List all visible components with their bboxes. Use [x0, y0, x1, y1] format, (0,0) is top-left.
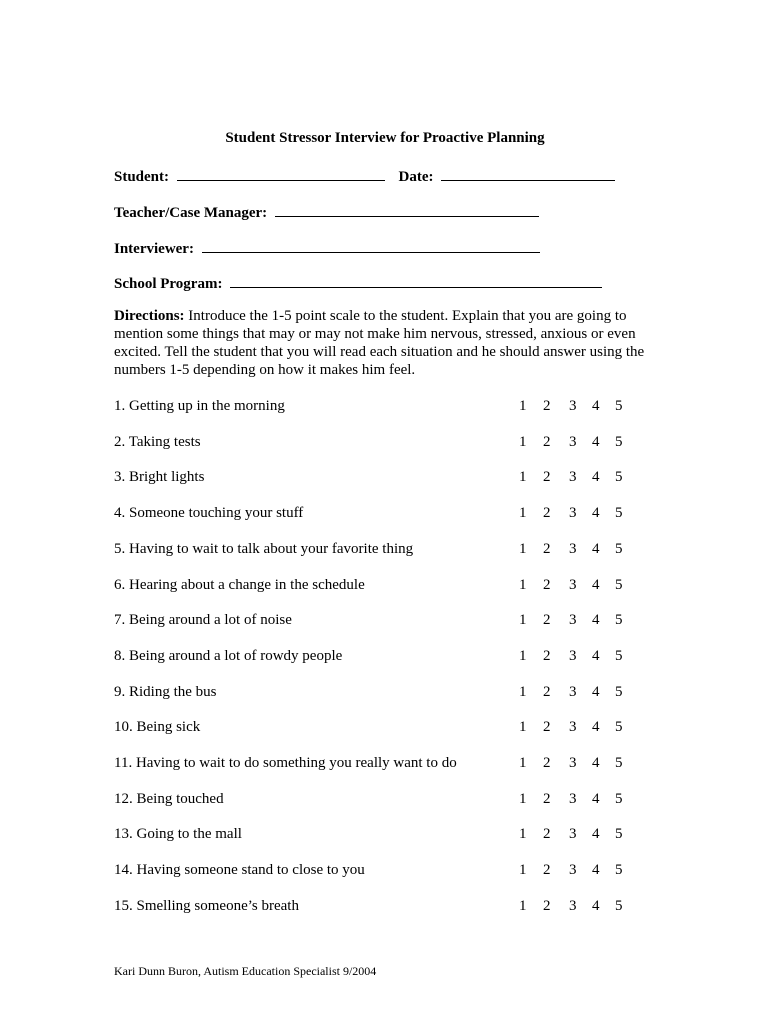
rating-option-2[interactable]: 2 — [543, 897, 551, 914]
rating-option-3[interactable]: 3 — [569, 862, 577, 879]
rating-option-5[interactable]: 5 — [615, 897, 623, 914]
rating-option-5[interactable]: 5 — [615, 862, 623, 879]
rating-option-2[interactable]: 2 — [543, 647, 551, 664]
rating-option-2[interactable]: 2 — [543, 719, 551, 736]
stressor-item — [114, 755, 634, 775]
rating-option-3[interactable]: 3 — [569, 576, 577, 593]
rating-option-4[interactable]: 4 — [592, 826, 600, 843]
rating-option-1[interactable]: 1 — [519, 897, 527, 914]
rating-option-1[interactable]: 1 — [519, 398, 527, 414]
stressor-item — [114, 577, 634, 597]
rating-option-3[interactable]: 3 — [569, 612, 577, 629]
stressor-item-label: 13. Going to the mall — [114, 826, 242, 843]
stressor-item — [114, 505, 634, 525]
rating-option-5[interactable]: 5 — [615, 540, 623, 557]
rating-option-2[interactable]: 2 — [543, 612, 551, 629]
stressor-item — [114, 398, 634, 418]
rating-option-2[interactable]: 2 — [543, 576, 551, 593]
rating-option-5[interactable]: 5 — [615, 683, 623, 700]
rating-option-1[interactable]: 1 — [519, 719, 527, 736]
stressor-item-label: 7. Being around a lot of noise — [114, 612, 292, 629]
rating-option-5[interactable]: 5 — [615, 612, 623, 629]
program-row — [114, 273, 602, 293]
rating-option-2[interactable]: 2 — [543, 862, 551, 879]
rating-option-3[interactable]: 3 — [569, 398, 577, 414]
rating-option-3[interactable]: 3 — [569, 826, 577, 843]
stressor-item — [114, 648, 634, 668]
rating-option-3[interactable]: 3 — [569, 683, 577, 700]
stressor-item — [114, 612, 634, 632]
rating-option-2[interactable]: 2 — [543, 826, 551, 843]
rating-option-1[interactable]: 1 — [519, 790, 527, 807]
stressor-item — [114, 684, 634, 704]
stressor-item-label: 11. Having to wait to do something you really want to do — [114, 755, 457, 771]
date-label: Date: — [398, 169, 434, 185]
stressor-item-label: 1. Getting up in the morning — [114, 398, 285, 414]
student-blank-line — [177, 166, 385, 181]
rating-option-4[interactable]: 4 — [592, 719, 600, 736]
rating-option-5[interactable]: 5 — [615, 647, 623, 664]
stressor-item-label: 5. Having to wait to talk about your favorite thing — [114, 540, 414, 557]
stressor-item — [114, 541, 634, 561]
rating-option-4[interactable]: 4 — [592, 897, 600, 914]
stressor-item-label: 2. Taking tests — [114, 433, 201, 450]
rating-option-4[interactable]: 4 — [592, 612, 600, 629]
interviewer-row — [114, 238, 540, 258]
rating-option-1[interactable]: 1 — [519, 576, 527, 593]
stressor-item — [114, 862, 634, 882]
directions-text: Introduce the 1-5 point scale to the student. Explain that you are going to mention some things that may or may not make him nervous, stressed, anxious or even excited. Tell the student that you will read each situation and he should answer using the numbers 1-5 depending on how it makes him feel. — [114, 308, 645, 378]
directions-label: Directions: — [114, 308, 185, 324]
rating-option-4[interactable]: 4 — [592, 647, 600, 664]
rating-option-5[interactable]: 5 — [615, 469, 623, 486]
rating-option-3[interactable]: 3 — [569, 755, 577, 771]
stressor-item — [114, 469, 634, 489]
teacher-blank-line — [275, 202, 539, 217]
teacher-row — [114, 202, 539, 222]
rating-option-2[interactable]: 2 — [543, 755, 551, 771]
rating-option-2[interactable]: 2 — [543, 398, 551, 414]
rating-option-3[interactable]: 3 — [569, 469, 577, 486]
directions-paragraph — [114, 307, 659, 379]
stressor-item — [114, 434, 634, 454]
rating-option-1[interactable]: 1 — [519, 612, 527, 629]
rating-option-3[interactable]: 3 — [569, 790, 577, 807]
footer-credit: Kari Dunn Buron, Autism Education Specialist 9/2004 — [114, 964, 377, 978]
rating-option-2[interactable]: 2 — [543, 790, 551, 807]
rating-option-1[interactable]: 1 — [519, 826, 527, 843]
rating-option-1[interactable]: 1 — [519, 540, 527, 557]
stressor-item-label: 6. Hearing about a change in the schedule — [114, 576, 365, 593]
rating-option-4[interactable]: 4 — [592, 433, 600, 450]
rating-option-5[interactable]: 5 — [615, 755, 623, 771]
rating-option-5[interactable]: 5 — [615, 790, 623, 807]
rating-option-5[interactable]: 5 — [615, 826, 623, 843]
rating-option-5[interactable]: 5 — [615, 719, 623, 736]
rating-option-4[interactable]: 4 — [592, 540, 600, 557]
stressor-item — [114, 898, 634, 918]
rating-option-4[interactable]: 4 — [592, 398, 600, 414]
rating-option-1[interactable]: 1 — [519, 433, 527, 450]
rating-option-3[interactable]: 3 — [569, 540, 577, 557]
stressor-item — [114, 826, 634, 846]
rating-option-4[interactable]: 4 — [592, 862, 600, 879]
rating-option-2[interactable]: 2 — [543, 505, 551, 522]
rating-option-1[interactable]: 1 — [519, 755, 527, 771]
rating-option-1[interactable]: 1 — [519, 862, 527, 879]
rating-option-5[interactable]: 5 — [615, 433, 623, 450]
rating-option-2[interactable]: 2 — [543, 469, 551, 486]
rating-option-3[interactable]: 3 — [569, 505, 577, 522]
student-label: Student: — [114, 169, 170, 185]
program-label: School Program: — [114, 276, 223, 292]
program-blank-line — [230, 273, 602, 288]
teacher-label: Teacher/Case Manager: — [114, 205, 268, 221]
rating-option-1[interactable]: 1 — [519, 505, 527, 522]
page-title: Student Stressor Interview for Proactive Planning — [225, 130, 545, 146]
stressor-item-label: 15. Smelling someone’s breath — [114, 897, 299, 914]
rating-option-2[interactable]: 2 — [543, 433, 551, 450]
rating-option-3[interactable]: 3 — [569, 647, 577, 664]
stressor-item-label: 10. Being sick — [114, 719, 201, 736]
rating-option-3[interactable]: 3 — [569, 433, 577, 450]
rating-option-2[interactable]: 2 — [543, 540, 551, 557]
stressor-item — [114, 719, 634, 739]
student-date-row — [114, 166, 615, 186]
rating-option-4[interactable]: 4 — [592, 683, 600, 700]
stressor-item-label: 8. Being around a lot of rowdy people — [114, 647, 343, 664]
rating-option-4[interactable]: 4 — [592, 469, 600, 486]
rating-option-3[interactable]: 3 — [569, 719, 577, 736]
stressor-item-label: 9. Riding the bus — [114, 683, 217, 700]
rating-option-4[interactable]: 4 — [592, 576, 600, 593]
stressor-item-label: 4. Someone touching your stuff — [114, 505, 304, 522]
stressor-item-label: 14. Having someone stand to close to you — [114, 862, 365, 879]
rating-option-1[interactable]: 1 — [519, 469, 527, 486]
interviewer-label: Interviewer: — [114, 241, 194, 257]
rating-option-5[interactable]: 5 — [615, 505, 623, 522]
stressor-item-label: 3. Bright lights — [114, 469, 205, 486]
rating-option-1[interactable]: 1 — [519, 683, 527, 700]
rating-option-4[interactable]: 4 — [592, 505, 600, 522]
rating-option-4[interactable]: 4 — [592, 790, 600, 807]
stressor-item — [114, 791, 634, 811]
interviewer-blank-line — [202, 238, 540, 253]
rating-option-5[interactable]: 5 — [615, 576, 623, 593]
rating-option-2[interactable]: 2 — [543, 683, 551, 700]
stressor-item-label: 12. Being touched — [114, 790, 224, 807]
rating-option-4[interactable]: 4 — [592, 755, 600, 771]
rating-option-3[interactable]: 3 — [569, 897, 577, 914]
rating-option-1[interactable]: 1 — [519, 647, 527, 664]
rating-option-5[interactable]: 5 — [615, 398, 623, 414]
date-blank-line — [441, 166, 615, 181]
